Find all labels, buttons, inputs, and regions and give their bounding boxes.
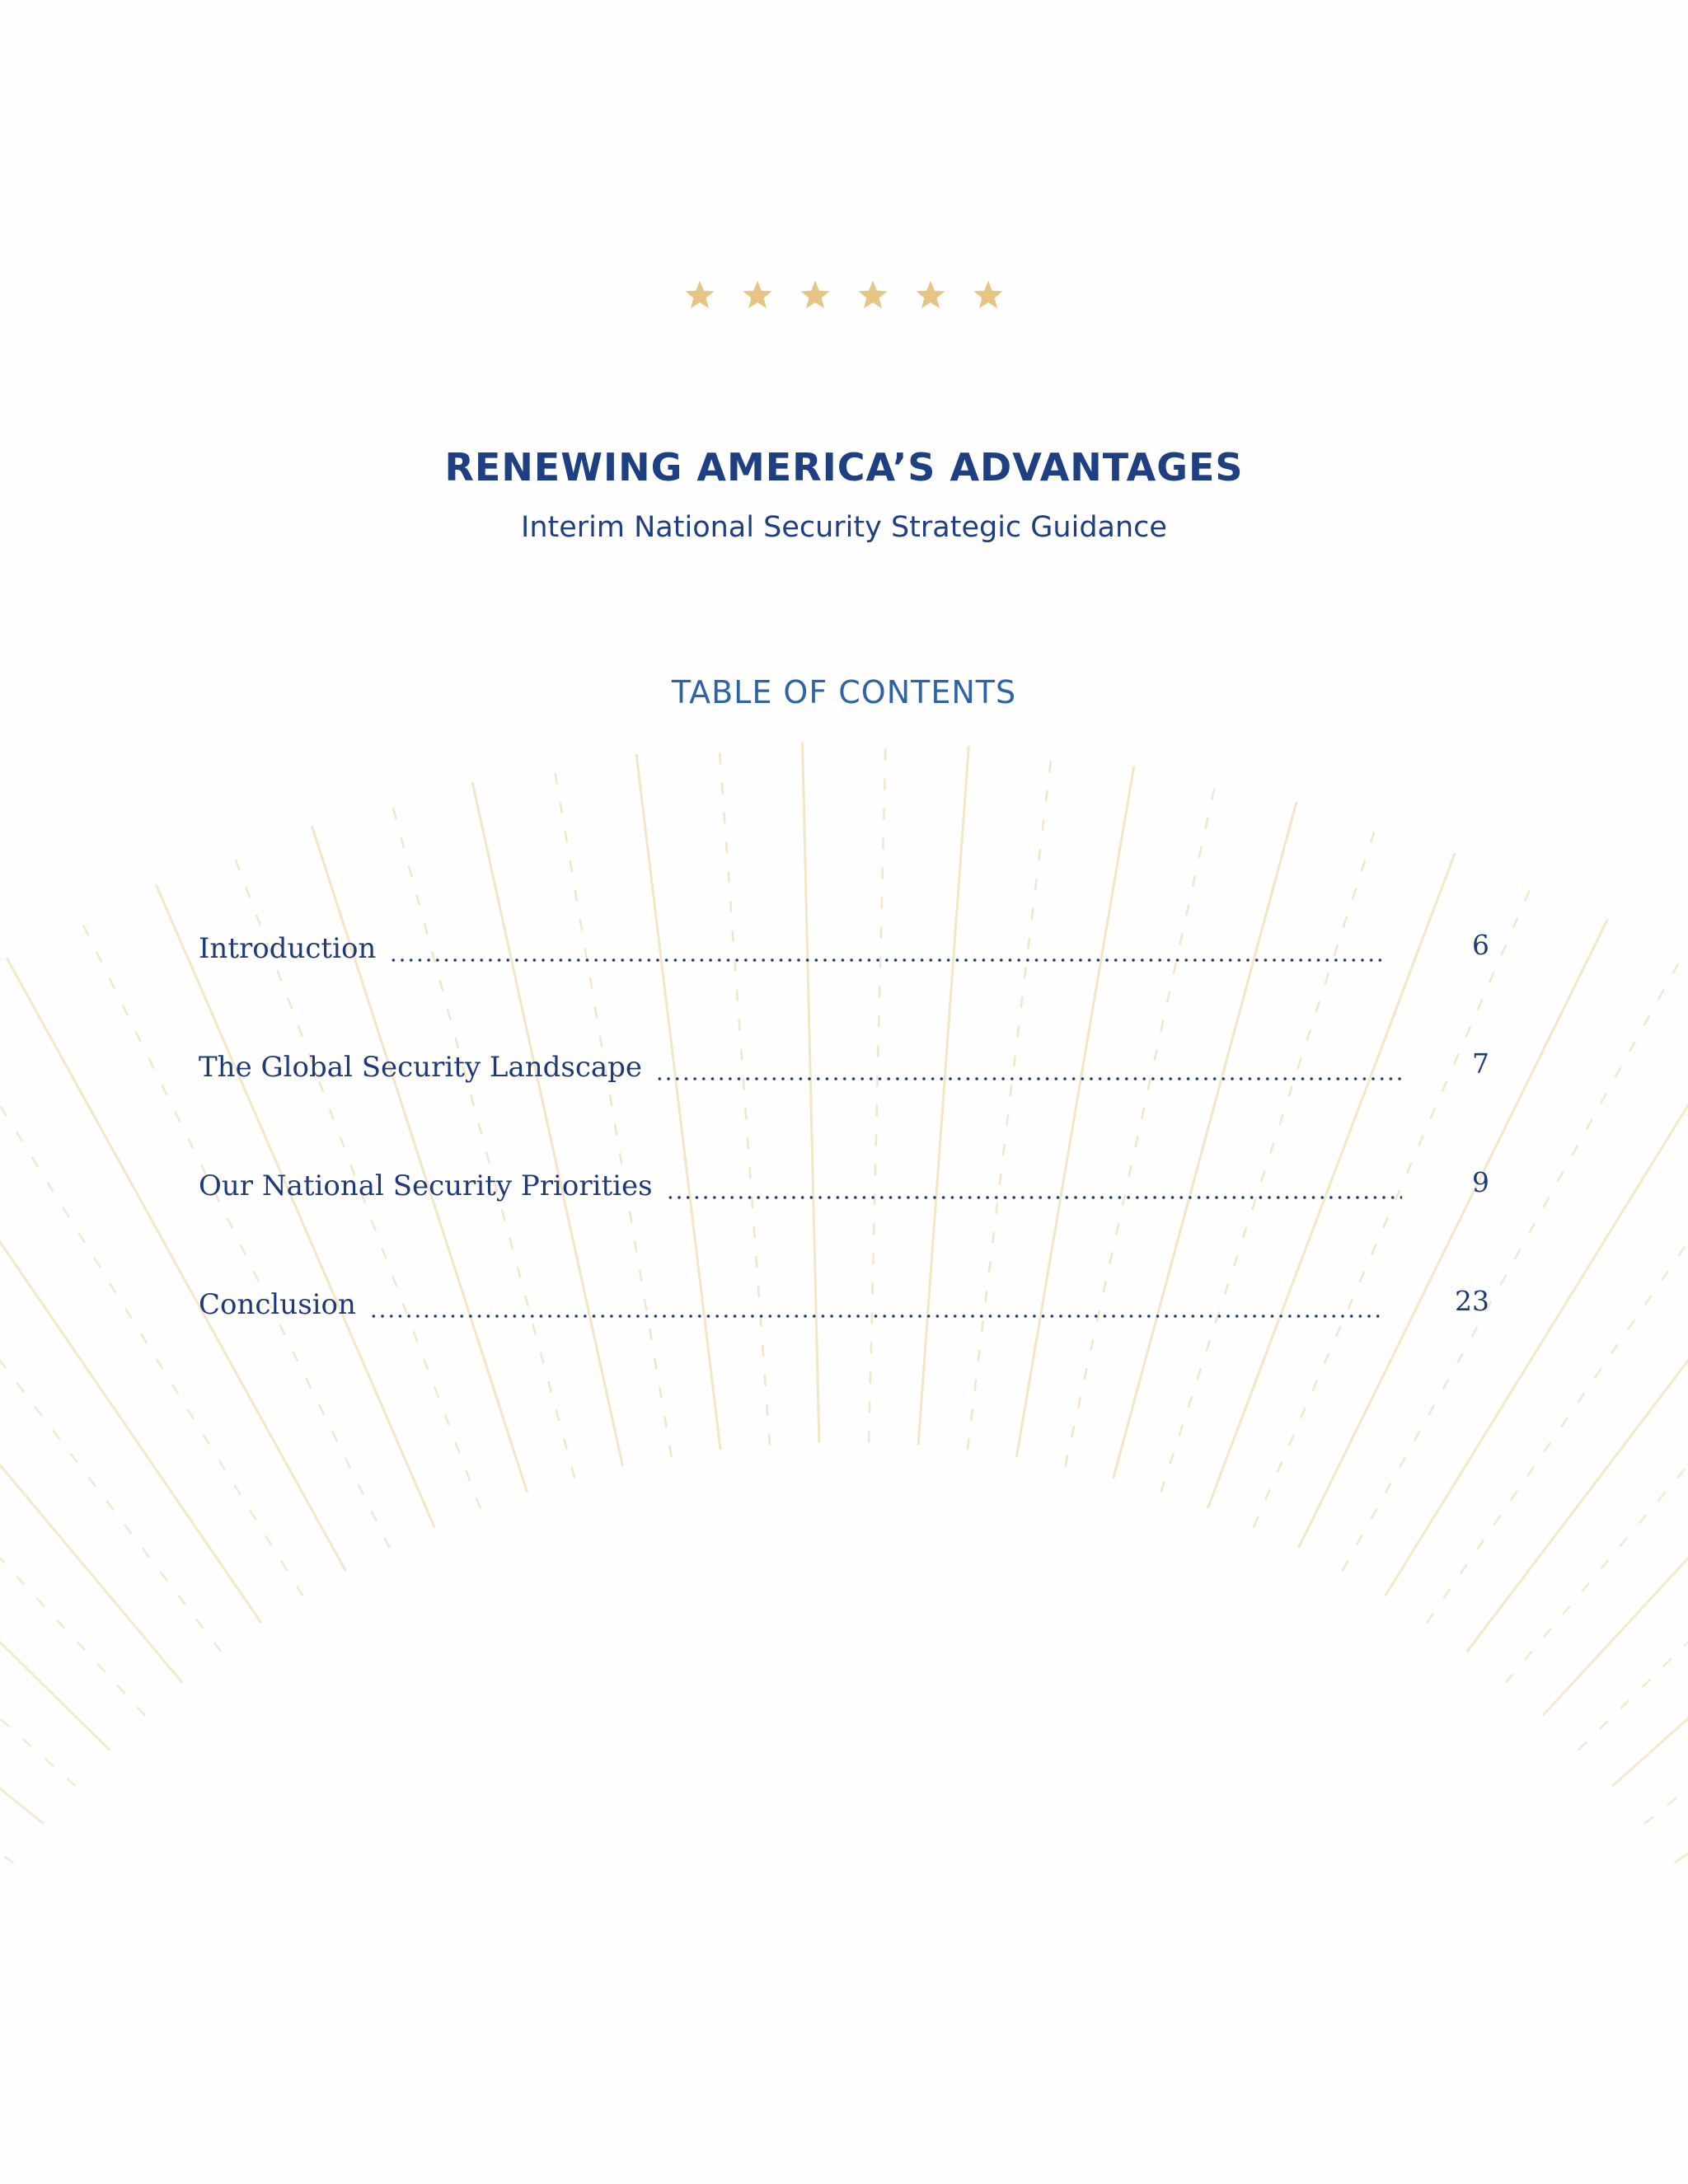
decorative-ray	[0, 1146, 182, 1683]
toc-dot-leader	[369, 1283, 1385, 1326]
star-icon	[856, 279, 889, 312]
toc-entry-page: 9	[1472, 1166, 1489, 1198]
decorative-ray	[1612, 1319, 1688, 1786]
toc-entry-conclusion[interactable]	[199, 1283, 1489, 1402]
decorative-ray	[1467, 1094, 1688, 1652]
toc-entry-label: The Global Security Landscape	[199, 1051, 643, 1084]
decorative-ray	[0, 1383, 44, 1824]
toc-entry-global-security-landscape[interactable]	[199, 1046, 1489, 1165]
document-subtitle: Interim National Security Strategic Guidance	[521, 511, 1167, 544]
decorative-ray	[0, 1449, 13, 1863]
star-icon	[741, 279, 774, 312]
toc-entry-page: 7	[1472, 1047, 1489, 1080]
toc-entry-label: Introduction	[199, 932, 377, 965]
decorative-ray	[1578, 1258, 1688, 1750]
decorative-ray	[0, 1319, 76, 1786]
document-title: RENEWING AMERICA’S ADVANTAGES	[444, 445, 1244, 490]
decorative-ray	[1644, 1383, 1688, 1824]
star-icon	[972, 279, 1005, 312]
toc-entry-national-security-priorities[interactable]	[199, 1165, 1489, 1283]
toc-dot-leader	[666, 1165, 1402, 1207]
star-icon	[683, 279, 716, 312]
decorative-ray	[0, 1201, 145, 1716]
decorative-ray	[1675, 1449, 1688, 1863]
decorative-ray	[0, 1258, 110, 1750]
decorative-ray	[1506, 1146, 1688, 1683]
star-icon	[914, 279, 947, 312]
toc-entry-label: Conclusion	[199, 1288, 356, 1321]
toc-entry-label: Our National Security Priorities	[199, 1169, 653, 1202]
toc-entry-page: 6	[1472, 929, 1489, 961]
toc-entry-introduction[interactable]	[199, 927, 1489, 1046]
toc-entry-page: 23	[1455, 1285, 1489, 1317]
toc-dot-leader	[389, 927, 1383, 970]
star-icon	[799, 279, 832, 312]
toc-dot-leader	[655, 1046, 1401, 1089]
star-row	[0, 279, 1688, 312]
table-of-contents	[199, 927, 1489, 1402]
decorative-ray	[1543, 1201, 1688, 1716]
decorative-ray	[0, 1094, 221, 1652]
toc-heading: TABLE OF CONTENTS	[671, 674, 1017, 710]
